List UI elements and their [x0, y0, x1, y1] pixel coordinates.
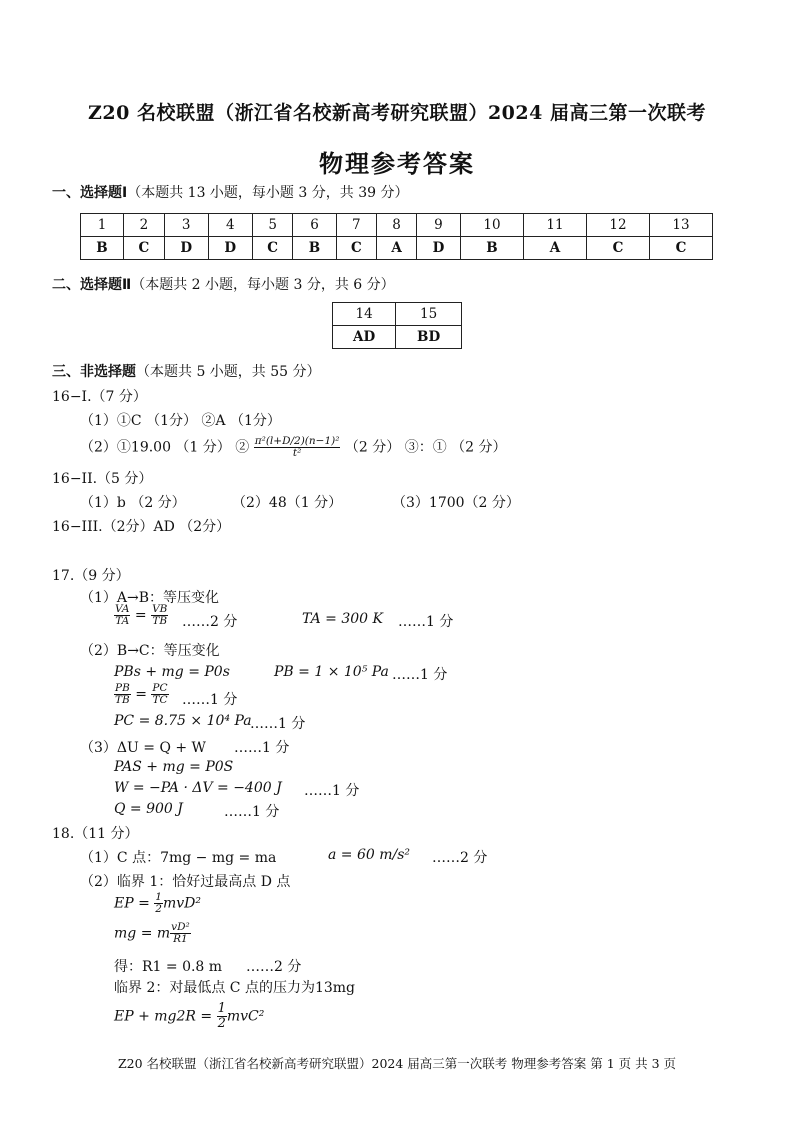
q17-frac-tc: TC — [152, 694, 168, 706]
q16-i-2-suffix: （2 分） ③：① （2 分） — [344, 439, 507, 456]
q17-part3-title: （3）ΔU = Q + W — [80, 740, 206, 756]
q17-frac-vb: VB — [152, 603, 168, 615]
question-number-cell: 13 — [649, 214, 712, 237]
question-number-cell: 4 — [208, 214, 252, 237]
q18-part1: （1）C 点：7mg − mg = ma — [80, 850, 277, 866]
question-number-cell: 5 — [252, 214, 293, 237]
q17-part2-pb: PB = 1 × 10⁵ Pa — [274, 664, 389, 680]
q16-formula-denominator: t² — [292, 447, 302, 459]
q17-frac-va: VA — [115, 603, 130, 615]
answer-cell: AD — [333, 326, 396, 349]
q16-i-2-formula — [254, 436, 341, 459]
q17-part3-score1: ……1 分 — [234, 740, 290, 756]
q16-i-2-prefix: （2）①19.00 （1 分） ② — [80, 439, 250, 456]
q18-ep-label: EP = — [114, 895, 150, 912]
question-number-cell: 14 — [333, 303, 396, 326]
question-number-cell: 7 — [336, 214, 377, 237]
answer-cell: B — [81, 237, 124, 260]
q18-part2-crit2: 临界 2：对最低点 C 点的压力为13mg — [114, 980, 356, 996]
section2-note: （本题共 2 小题，每小题 3 分，共 6 分） — [131, 277, 395, 293]
document-subtitle: 物理参考答案 — [319, 149, 475, 178]
section1-note: （本题共 13 小题，每小题 3 分，共 39 分） — [127, 185, 409, 201]
q17-part1-ta: TA = 300 K — [302, 611, 383, 627]
q18-mg-label: mg = m — [114, 925, 171, 942]
q18-part1-a: a = 60 m/s² — [328, 847, 411, 863]
document-title: Z20 名校联盟（浙江省名校新高考研究联盟）2024 届高三第一次联考 — [88, 102, 706, 124]
q17-part2-pc: PC = 8.75 × 10⁴ Pa — [114, 713, 252, 729]
q18-part2-mg — [114, 922, 191, 945]
answer-cell: D — [208, 237, 252, 260]
q16-ii-answer-3: （3）1700（2 分） — [392, 495, 520, 511]
q18-mg-den: R1 — [173, 933, 188, 945]
section2-answer-table — [332, 302, 462, 349]
page-footer: Z20 名校联盟（浙江省名校新高考研究联盟）2024 届高三第一次联考 物理参考答案 第 1 页 共 3 页 — [117, 1056, 677, 1071]
q16-ii-answer-2: （2）48（1 分） — [232, 495, 343, 511]
q17-equals: = — [134, 607, 147, 624]
q16-i-answer-1: （1）①C （1分） ②A （1分） — [80, 413, 281, 429]
answer-cell: C — [586, 237, 649, 260]
answer-cell: D — [416, 237, 460, 260]
answer-cell: B — [293, 237, 336, 260]
q18-part1-score: ……2 分 — [432, 850, 488, 866]
q17-part3-eq3: Q = 900 J — [114, 801, 183, 817]
q17-part2-score1: ……1 分 — [392, 667, 448, 683]
q18-ep2-den: 2 — [217, 1016, 226, 1031]
section3-note: （本题共 5 小题，共 55 分） — [136, 364, 321, 380]
section2-heading — [52, 274, 395, 294]
q18-mg-num: vD² — [171, 921, 190, 933]
q16-i-answer-2 — [80, 436, 507, 459]
q18-ep2-rest: mvC² — [226, 1008, 265, 1025]
q17-part2-equals: = — [135, 686, 147, 703]
q18-part2-score: ……2 分 — [246, 959, 302, 975]
question-number-cell: 15 — [396, 303, 462, 326]
q17-part2-eq1: PBs + mg = P0s — [114, 664, 230, 680]
q17-part3-eq2: W = −PA · ΔV = −400 J — [114, 780, 282, 796]
q17-part1-title: （1）A→B：等压变化 — [80, 590, 220, 606]
q17-part3-score3: ……1 分 — [224, 804, 280, 820]
q17-frac-pb: PB — [115, 682, 130, 694]
question-number-cell: 11 — [523, 214, 586, 237]
question-number-cell: 2 — [124, 214, 165, 237]
answer-cell: C — [124, 237, 165, 260]
answer-cell: C — [252, 237, 293, 260]
section1-heading — [52, 182, 408, 202]
section1-label: 一、选择题Ⅰ — [52, 185, 128, 201]
q16-ii-heading: 16−II.（5 分） — [52, 471, 153, 487]
q18-part2-ep2 — [114, 1002, 264, 1031]
q17-part1-equation — [114, 604, 168, 627]
q17-part3-score2: ……1 分 — [304, 783, 360, 799]
q17-frac-tb: TB — [152, 615, 168, 627]
question-number-cell: 9 — [416, 214, 460, 237]
q18-part2-title: （2）临界 1：恰好过最高点 D 点 — [80, 874, 291, 890]
q18-half-num: 1 — [155, 891, 162, 903]
q18-part2-r1: 得：R1 = 0.8 m — [114, 959, 223, 975]
q18-ep2-label: EP + mg2R = — [114, 1008, 213, 1025]
q17-frac-ta: TA — [115, 615, 130, 627]
section3-label: 三、非选择题 — [52, 364, 136, 380]
section2-label: 二、选择题Ⅱ — [52, 277, 132, 293]
section1-answer-table — [80, 213, 713, 260]
q17-part2-eq2 — [114, 683, 169, 706]
q17-part2-score2: ……1 分 — [182, 692, 238, 708]
question-number-cell: 10 — [461, 214, 524, 237]
answer-cell: BD — [396, 326, 462, 349]
q17-part2-score3: ……1 分 — [250, 716, 306, 732]
section3-heading — [52, 361, 321, 381]
q17-part1-score1: ……2 分 — [182, 614, 238, 630]
question-number-cell: 6 — [293, 214, 336, 237]
q18-half-den: 2 — [155, 903, 162, 915]
question-number-cell: 1 — [81, 214, 124, 237]
q17-part1-score2: ……1 分 — [398, 614, 454, 630]
q17-frac-tb2: TB — [115, 694, 130, 706]
q18-ep2-num: 1 — [217, 1001, 226, 1016]
question-number-cell: 12 — [586, 214, 649, 237]
q17-frac-pc: PC — [152, 682, 168, 694]
q18-ep-rest: mvD² — [162, 895, 201, 912]
q16-formula-numerator: π²(l+D/2)(n−1)² — [254, 435, 340, 447]
q18-heading: 18.（11 分） — [52, 826, 139, 842]
answer-cell: A — [523, 237, 586, 260]
q16-i-heading: 16−I.（7 分） — [52, 389, 147, 405]
answer-cell: B — [461, 237, 524, 260]
answer-cell: D — [164, 237, 208, 260]
q17-part3-eq1: PAS + mg = P0S — [114, 759, 234, 775]
q16-iii-answer: 16−III.（2分）AD （2分） — [52, 519, 231, 535]
answer-cell: C — [336, 237, 377, 260]
q18-part2-ep — [114, 892, 201, 915]
question-number-cell: 3 — [164, 214, 208, 237]
question-number-cell: 8 — [377, 214, 417, 237]
answer-cell: C — [649, 237, 712, 260]
answer-cell: A — [377, 237, 417, 260]
q17-heading: 17.（9 分） — [52, 568, 130, 584]
q17-part2-title: （2）B→C：等压变化 — [80, 643, 220, 659]
q16-ii-answer-1: （1）b （2 分） — [80, 495, 186, 511]
